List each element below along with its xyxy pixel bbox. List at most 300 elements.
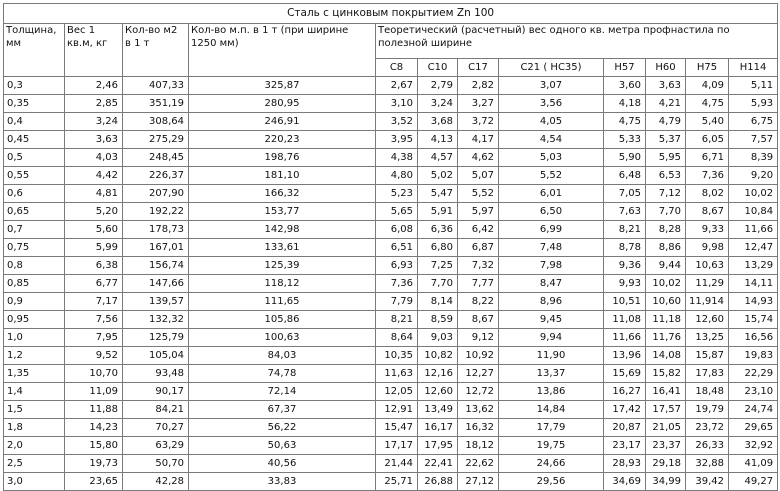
table-cell: 19,73 — [65, 455, 123, 473]
table-cell: 17,17 — [376, 437, 418, 455]
table-cell: 50,70 — [123, 455, 189, 473]
table-cell: 12,72 — [458, 383, 499, 401]
table-cell: 8,14 — [418, 293, 458, 311]
table-cell: 8,67 — [458, 311, 499, 329]
table-cell: 24,74 — [729, 401, 778, 419]
table-cell: 10,92 — [458, 347, 499, 365]
table-cell: 26,88 — [418, 473, 458, 491]
table-cell: 10,35 — [376, 347, 418, 365]
table-cell: 27,12 — [458, 473, 499, 491]
table-cell: 40,56 — [189, 455, 376, 473]
table-cell: 9,36 — [604, 257, 646, 275]
table-row — [4, 383, 778, 401]
table-cell: 7,32 — [458, 257, 499, 275]
table-cell: 4,62 — [458, 149, 499, 167]
table-cell: 7,36 — [686, 167, 729, 185]
table-cell: 11,88 — [65, 401, 123, 419]
table-row — [4, 437, 778, 455]
table-cell: 29,65 — [729, 419, 778, 437]
header-weight: Вес 1 кв.м, кг — [65, 24, 123, 77]
table-cell: 42,28 — [123, 473, 189, 491]
table-cell: 84,03 — [189, 347, 376, 365]
table-cell: 5,02 — [418, 167, 458, 185]
table-cell: 11,914 — [686, 293, 729, 311]
table-row — [4, 401, 778, 419]
table-cell: 7,79 — [376, 293, 418, 311]
table-cell: 22,62 — [458, 455, 499, 473]
table-cell: 5,33 — [604, 131, 646, 149]
table-cell: 5,37 — [646, 131, 686, 149]
table-row — [4, 185, 778, 203]
table-cell: 1,35 — [4, 365, 65, 383]
table-row — [4, 167, 778, 185]
table-cell: 6,05 — [686, 131, 729, 149]
table-cell: 0,35 — [4, 95, 65, 113]
table-cell: 19,79 — [686, 401, 729, 419]
table-row — [4, 347, 778, 365]
table-cell: 3,10 — [376, 95, 418, 113]
table-cell: 9,45 — [499, 311, 604, 329]
table-cell: 15,74 — [729, 311, 778, 329]
table-cell: 10,63 — [686, 257, 729, 275]
table-cell: 0,5 — [4, 149, 65, 167]
header-profile: Н114 — [729, 59, 778, 77]
table-cell: 3,24 — [418, 95, 458, 113]
table-cell: 23,17 — [604, 437, 646, 455]
table-cell: 111,65 — [189, 293, 376, 311]
table-cell: 4,18 — [604, 95, 646, 113]
table-cell: 3,60 — [604, 77, 646, 95]
table-cell: 2,0 — [4, 437, 65, 455]
table-cell: 8,67 — [686, 203, 729, 221]
table-cell: 9,98 — [686, 239, 729, 257]
table-cell: 8,96 — [499, 293, 604, 311]
table-cell: 21,44 — [376, 455, 418, 473]
table-cell: 14,84 — [499, 401, 604, 419]
table-cell: 9,12 — [458, 329, 499, 347]
table-cell: 4,81 — [65, 185, 123, 203]
table-cell: 153,77 — [189, 203, 376, 221]
table-cell: 5,20 — [65, 203, 123, 221]
table-cell: 8,64 — [376, 329, 418, 347]
table-cell: 0,75 — [4, 239, 65, 257]
table-cell: 32,88 — [686, 455, 729, 473]
table-cell: 67,37 — [189, 401, 376, 419]
table-cell: 4,75 — [686, 95, 729, 113]
header-profile: Н57 — [604, 59, 646, 77]
table-cell: 12,16 — [418, 365, 458, 383]
table-cell: 4,17 — [458, 131, 499, 149]
table-cell: 5,93 — [729, 95, 778, 113]
table-cell: 3,72 — [458, 113, 499, 131]
table-cell: 11,90 — [499, 347, 604, 365]
table-cell: 11,66 — [604, 329, 646, 347]
table-cell: 0,4 — [4, 113, 65, 131]
table-cell: 6,75 — [729, 113, 778, 131]
table-cell: 3,24 — [65, 113, 123, 131]
table-row — [4, 221, 778, 239]
table-cell: 198,76 — [189, 149, 376, 167]
table-cell: 15,80 — [65, 437, 123, 455]
table-cell: 6,01 — [499, 185, 604, 203]
table-cell: 15,47 — [376, 419, 418, 437]
table-cell: 7,25 — [418, 257, 458, 275]
table-cell: 16,27 — [604, 383, 646, 401]
table-cell: 2,5 — [4, 455, 65, 473]
table-cell: 25,71 — [376, 473, 418, 491]
table-cell: 11,66 — [729, 221, 778, 239]
table-cell: 5,23 — [376, 185, 418, 203]
table-cell: 5,99 — [65, 239, 123, 257]
table-cell: 50,63 — [189, 437, 376, 455]
table-cell: 3,56 — [499, 95, 604, 113]
table-cell: 133,61 — [189, 239, 376, 257]
table-cell: 6,36 — [418, 221, 458, 239]
table-cell: 125,79 — [123, 329, 189, 347]
table-cell: 16,41 — [646, 383, 686, 401]
table-row — [4, 77, 778, 95]
table-cell: 0,8 — [4, 257, 65, 275]
table-cell: 11,76 — [646, 329, 686, 347]
table-cell: 16,32 — [458, 419, 499, 437]
table-cell: 4,38 — [376, 149, 418, 167]
table-cell: 4,79 — [646, 113, 686, 131]
table-cell: 56,22 — [189, 419, 376, 437]
table-cell: 18,12 — [458, 437, 499, 455]
table-cell: 10,51 — [604, 293, 646, 311]
table-cell: 23,65 — [65, 473, 123, 491]
table-title: Сталь с цинковым покрытием Zn 100 — [4, 4, 778, 24]
table-cell: 308,64 — [123, 113, 189, 131]
table-row — [4, 113, 778, 131]
table-cell: 7,48 — [499, 239, 604, 257]
table-cell: 72,14 — [189, 383, 376, 401]
table-cell: 139,57 — [123, 293, 189, 311]
table-cell: 0,6 — [4, 185, 65, 203]
table-cell: 7,05 — [604, 185, 646, 203]
table-cell: 49,27 — [729, 473, 778, 491]
table-cell: 6,53 — [646, 167, 686, 185]
table-cell: 12,60 — [418, 383, 458, 401]
table-cell: 29,18 — [646, 455, 686, 473]
table-cell: 17,79 — [499, 419, 604, 437]
table-cell: 23,37 — [646, 437, 686, 455]
table-cell: 11,08 — [604, 311, 646, 329]
table-cell: 1,0 — [4, 329, 65, 347]
table-cell: 17,57 — [646, 401, 686, 419]
table-cell: 90,17 — [123, 383, 189, 401]
table-cell: 39,42 — [686, 473, 729, 491]
table-cell: 16,17 — [418, 419, 458, 437]
table-row — [4, 473, 778, 491]
table-cell: 84,21 — [123, 401, 189, 419]
header-profile: С10 — [418, 59, 458, 77]
table-cell: 7,12 — [646, 185, 686, 203]
table-cell: 10,84 — [729, 203, 778, 221]
table-cell: 14,23 — [65, 419, 123, 437]
table-cell: 226,37 — [123, 167, 189, 185]
table-cell: 325,87 — [189, 77, 376, 95]
table-cell: 8,22 — [458, 293, 499, 311]
table-cell: 8,78 — [604, 239, 646, 257]
table-row — [4, 149, 778, 167]
table-cell: 4,42 — [65, 167, 123, 185]
table-cell: 4,57 — [418, 149, 458, 167]
table-row — [4, 311, 778, 329]
table-cell: 14,08 — [646, 347, 686, 365]
table-row — [4, 203, 778, 221]
table-cell: 8,86 — [646, 239, 686, 257]
table-cell: 11,18 — [646, 311, 686, 329]
table-row — [4, 293, 778, 311]
table-cell: 5,40 — [686, 113, 729, 131]
table-cell: 6,50 — [499, 203, 604, 221]
table-cell: 5,52 — [458, 185, 499, 203]
table-cell: 13,37 — [499, 365, 604, 383]
table-cell: 2,79 — [418, 77, 458, 95]
table-cell: 28,93 — [604, 455, 646, 473]
table-cell: 0,9 — [4, 293, 65, 311]
table-row — [4, 329, 778, 347]
table-cell: 5,90 — [604, 149, 646, 167]
table-cell: 8,21 — [604, 221, 646, 239]
table-cell: 12,60 — [686, 311, 729, 329]
table-row — [4, 131, 778, 149]
table-cell: 8,28 — [646, 221, 686, 239]
table-cell: 6,48 — [604, 167, 646, 185]
table-cell: 70,27 — [123, 419, 189, 437]
table-cell: 0,45 — [4, 131, 65, 149]
header-profile: С17 — [458, 59, 499, 77]
table-cell: 142,98 — [189, 221, 376, 239]
table-cell: 125,39 — [189, 257, 376, 275]
table-cell: 12,27 — [458, 365, 499, 383]
table-cell: 34,69 — [604, 473, 646, 491]
table-cell: 147,66 — [123, 275, 189, 293]
table-cell: 22,41 — [418, 455, 458, 473]
table-cell: 10,70 — [65, 365, 123, 383]
table-cell: 1,4 — [4, 383, 65, 401]
table-cell: 6,93 — [376, 257, 418, 275]
table-cell: 2,85 — [65, 95, 123, 113]
header-profile: Н75 — [686, 59, 729, 77]
table-cell: 5,97 — [458, 203, 499, 221]
table-cell: 0,3 — [4, 77, 65, 95]
header-profile: Н60 — [646, 59, 686, 77]
table-cell: 1,2 — [4, 347, 65, 365]
header-theoretical-weight: Теоретический (расчетный) вес одного кв. метра профнастила по полезной ширине — [376, 24, 778, 59]
table-row — [4, 257, 778, 275]
table-cell: 12,05 — [376, 383, 418, 401]
table-cell: 105,86 — [189, 311, 376, 329]
table-cell: 17,83 — [686, 365, 729, 383]
table-cell: 10,60 — [646, 293, 686, 311]
table-cell: 8,21 — [376, 311, 418, 329]
table-cell: 9,52 — [65, 347, 123, 365]
table-cell: 132,32 — [123, 311, 189, 329]
table-row — [4, 365, 778, 383]
table-row — [4, 239, 778, 257]
table-cell: 207,90 — [123, 185, 189, 203]
table-cell: 0,65 — [4, 203, 65, 221]
table-cell: 20,87 — [604, 419, 646, 437]
table-cell: 275,29 — [123, 131, 189, 149]
table-cell: 3,0 — [4, 473, 65, 491]
table-cell: 0,55 — [4, 167, 65, 185]
table-cell: 0,7 — [4, 221, 65, 239]
header-profile: С8 — [376, 59, 418, 77]
table-cell: 13,86 — [499, 383, 604, 401]
header-m2-per-t: Кол-во м2 в 1 т — [123, 24, 189, 77]
table-cell: 192,22 — [123, 203, 189, 221]
table-cell: 9,33 — [686, 221, 729, 239]
table-cell: 26,33 — [686, 437, 729, 455]
table-cell: 7,36 — [376, 275, 418, 293]
table-cell: 6,08 — [376, 221, 418, 239]
table-cell: 178,73 — [123, 221, 189, 239]
table-cell: 100,63 — [189, 329, 376, 347]
table-cell: 7,98 — [499, 257, 604, 275]
table-body — [4, 77, 778, 491]
table-cell: 6,80 — [418, 239, 458, 257]
table-cell: 156,74 — [123, 257, 189, 275]
table-cell: 5,60 — [65, 221, 123, 239]
table-cell: 1,8 — [4, 419, 65, 437]
header-mp-per-t: Кол-во м.п. в 1 т (при ширине 1250 мм) — [189, 24, 376, 77]
table-cell: 11,63 — [376, 365, 418, 383]
table-cell: 4,05 — [499, 113, 604, 131]
table-cell: 13,96 — [604, 347, 646, 365]
table-cell: 6,77 — [65, 275, 123, 293]
zinc-steel-weight-table — [3, 3, 778, 491]
table-cell: 246,91 — [189, 113, 376, 131]
table-cell: 4,21 — [646, 95, 686, 113]
table-cell: 2,67 — [376, 77, 418, 95]
table-cell: 15,69 — [604, 365, 646, 383]
table-cell: 93,48 — [123, 365, 189, 383]
table-cell: 13,62 — [458, 401, 499, 419]
table-cell: 74,78 — [189, 365, 376, 383]
table-cell: 5,03 — [499, 149, 604, 167]
table-cell: 8,47 — [499, 275, 604, 293]
table-cell: 167,01 — [123, 239, 189, 257]
table-cell: 9,20 — [729, 167, 778, 185]
table-cell: 7,57 — [729, 131, 778, 149]
table-cell: 32,92 — [729, 437, 778, 455]
table-cell: 10,82 — [418, 347, 458, 365]
table-cell: 2,82 — [458, 77, 499, 95]
table-cell: 0,95 — [4, 311, 65, 329]
table-cell: 4,54 — [499, 131, 604, 149]
table-cell: 6,87 — [458, 239, 499, 257]
table-cell: 17,42 — [604, 401, 646, 419]
table-cell: 7,63 — [604, 203, 646, 221]
table-cell: 118,12 — [189, 275, 376, 293]
table-cell: 5,47 — [418, 185, 458, 203]
table-cell: 166,32 — [189, 185, 376, 203]
table-cell: 12,91 — [376, 401, 418, 419]
table-cell: 13,29 — [729, 257, 778, 275]
table-cell: 4,09 — [686, 77, 729, 95]
table-cell: 9,44 — [646, 257, 686, 275]
table-cell: 248,45 — [123, 149, 189, 167]
table-cell: 4,13 — [418, 131, 458, 149]
table-cell: 0,85 — [4, 275, 65, 293]
table-cell: 5,91 — [418, 203, 458, 221]
table-cell: 7,70 — [418, 275, 458, 293]
table-cell: 8,02 — [686, 185, 729, 203]
table-cell: 9,94 — [499, 329, 604, 347]
table-cell: 63,29 — [123, 437, 189, 455]
table-cell: 5,95 — [646, 149, 686, 167]
table-cell: 18,48 — [686, 383, 729, 401]
table-cell: 11,29 — [686, 275, 729, 293]
table-cell: 5,07 — [458, 167, 499, 185]
header-profile: С21 ( НС35) — [499, 59, 604, 77]
table-cell: 13,49 — [418, 401, 458, 419]
table-row — [4, 455, 778, 473]
table-cell: 21,05 — [646, 419, 686, 437]
table-cell: 6,99 — [499, 221, 604, 239]
table-cell: 7,77 — [458, 275, 499, 293]
table-cell: 8,59 — [418, 311, 458, 329]
table-cell: 34,99 — [646, 473, 686, 491]
table-cell: 6,42 — [458, 221, 499, 239]
table-cell: 8,39 — [729, 149, 778, 167]
table-cell: 19,83 — [729, 347, 778, 365]
table-cell: 4,80 — [376, 167, 418, 185]
table-cell: 14,93 — [729, 293, 778, 311]
table-cell: 105,04 — [123, 347, 189, 365]
table-row — [4, 275, 778, 293]
table-cell: 6,38 — [65, 257, 123, 275]
table-cell: 3,63 — [65, 131, 123, 149]
table-cell: 14,11 — [729, 275, 778, 293]
table-cell: 41,09 — [729, 455, 778, 473]
table-cell: 7,17 — [65, 293, 123, 311]
table-cell: 9,93 — [604, 275, 646, 293]
table-cell: 13,25 — [686, 329, 729, 347]
table-cell: 5,52 — [499, 167, 604, 185]
table-cell: 3,07 — [499, 77, 604, 95]
table-cell: 7,70 — [646, 203, 686, 221]
table-cell: 19,75 — [499, 437, 604, 455]
table-cell: 12,47 — [729, 239, 778, 257]
table-cell: 5,65 — [376, 203, 418, 221]
table-cell: 11,09 — [65, 383, 123, 401]
table-cell: 3,68 — [418, 113, 458, 131]
table-cell: 407,33 — [123, 77, 189, 95]
table-cell: 3,63 — [646, 77, 686, 95]
table-row — [4, 95, 778, 113]
table-cell: 6,51 — [376, 239, 418, 257]
table-cell: 280,95 — [189, 95, 376, 113]
table-cell: 15,87 — [686, 347, 729, 365]
table-cell: 351,19 — [123, 95, 189, 113]
table-cell: 3,52 — [376, 113, 418, 131]
table-cell: 4,75 — [604, 113, 646, 131]
table-cell: 4,03 — [65, 149, 123, 167]
table-cell: 220,23 — [189, 131, 376, 149]
table-cell: 2,46 — [65, 77, 123, 95]
header-thickness: Толщина, мм — [4, 24, 65, 77]
table-cell: 7,95 — [65, 329, 123, 347]
table-cell: 1,5 — [4, 401, 65, 419]
table-cell: 29,56 — [499, 473, 604, 491]
table-cell: 10,02 — [646, 275, 686, 293]
table-cell: 10,02 — [729, 185, 778, 203]
table-row — [4, 419, 778, 437]
